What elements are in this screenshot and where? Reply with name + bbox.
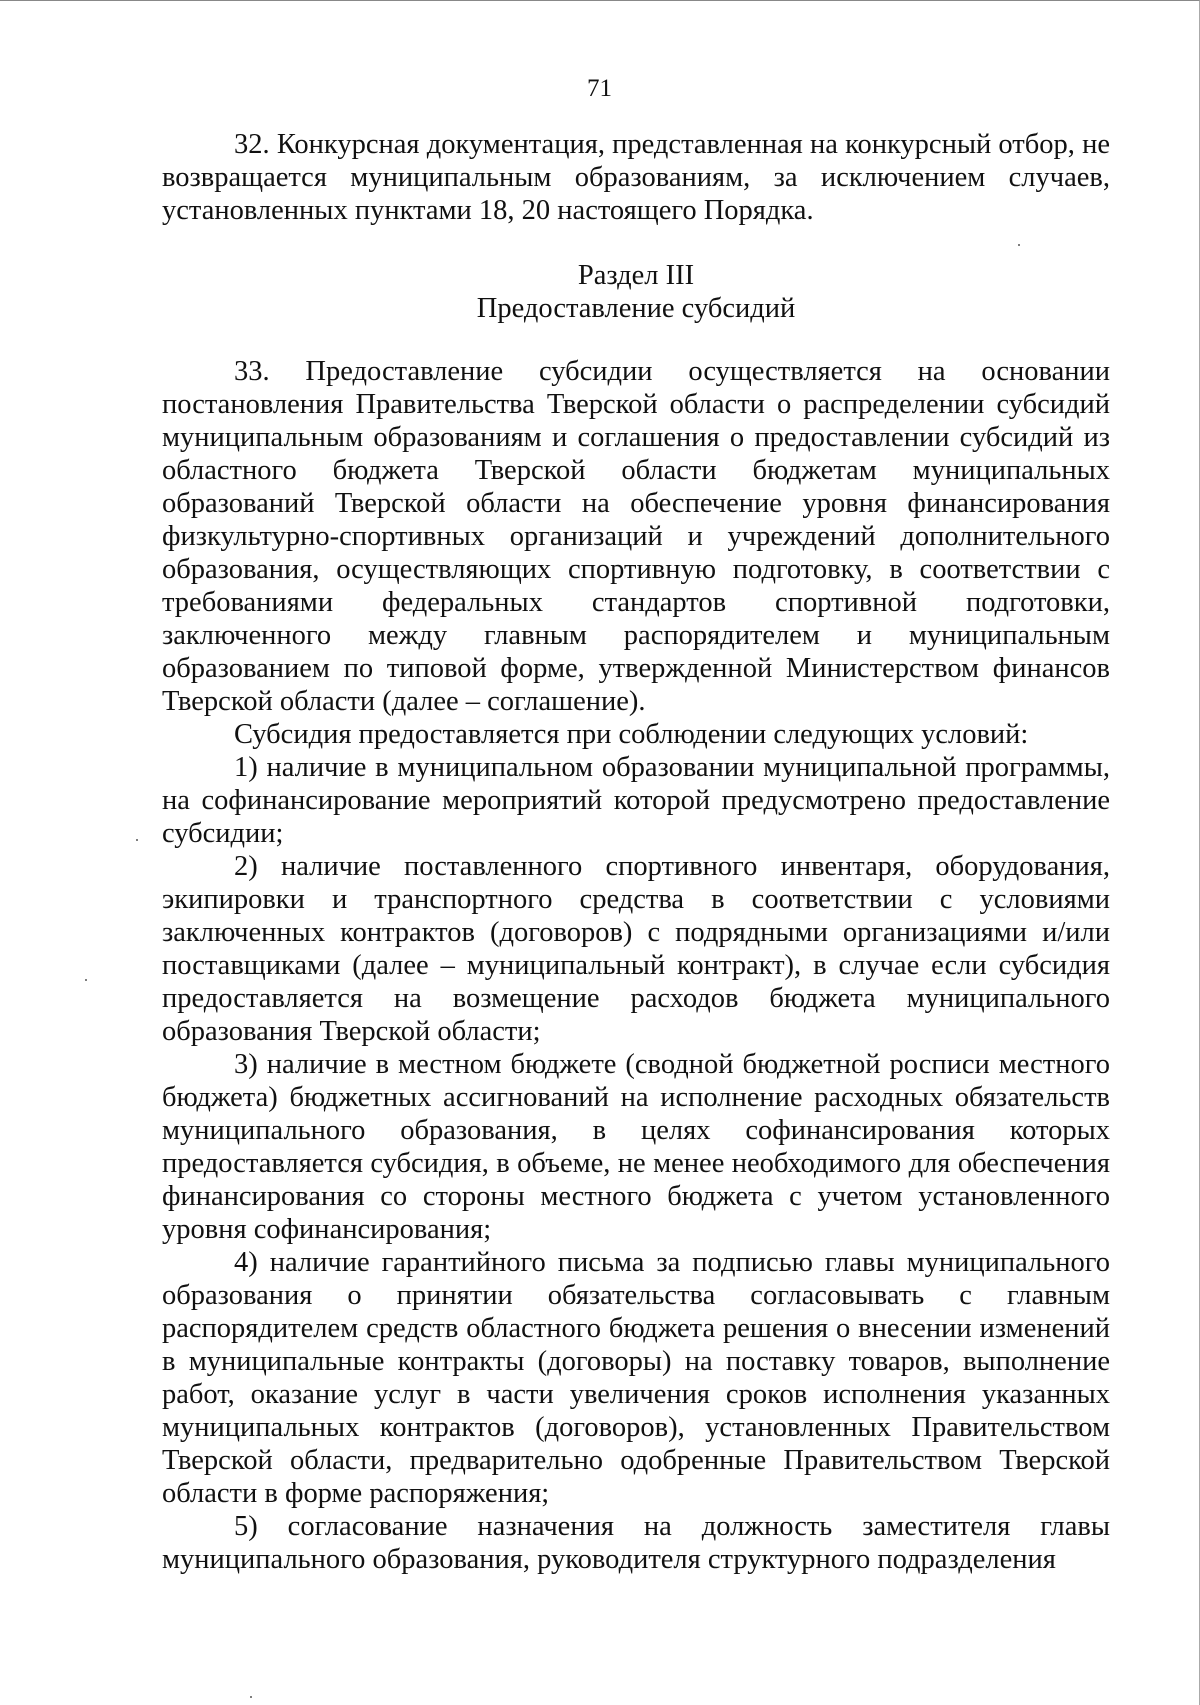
spacer [162, 227, 1110, 259]
condition-1: 1) наличие в муниципальном образовании муниципальной программы, на софинансирование мероприятий которой предусмотрено предоставление субсидии; [162, 752, 1110, 849]
condition-3: 3) наличие в местном бюджете (сводной бюджетной росписи местного бюджета) бюджетных ассигнований на исполнение расходных обязательств муниципального образования, в целях софинансирования которых предоставляется субсидия, в объеме, не менее необходимого для обеспечения финансирования со стороны местного бюджета с учетом установленного уровня софинансирования; [162, 1049, 1110, 1245]
spacer [162, 325, 1110, 355]
paragraph-32: 32. Конкурсная документация, представленная на конкурсный отбор, не возвращается муниципальным образованиям, за исключением случаев, установленных пунктами 18, 20 настоящего Порядка. [162, 129, 1110, 226]
page-number: 71 [587, 75, 612, 102]
document-body [162, 128, 1110, 1576]
scan-speck [250, 1696, 252, 1698]
section-title: Предоставление субсидий [476, 293, 796, 324]
scan-speck [1018, 244, 1020, 246]
condition-2: 2) наличие поставленного спортивного инвентаря, оборудования, экипировки и транспортного средства в соответствии с условиями заключенных контрактов (договоров) с подрядными организациями и/или поставщиками (далее – муниципальный контракт), в случае если субсидия предоставляется на возмещение расходов бюджета муниципального образования Тверской области; [162, 851, 1110, 1047]
scan-speck [85, 979, 87, 981]
conditions-intro: Субсидия предоставляется при соблюдении следующих условий: [234, 719, 1029, 750]
condition-5: 5) согласование назначения на должность заместителя главы муниципального образования, руководителя структурного подразделения [162, 1511, 1110, 1575]
condition-4: 4) наличие гарантийного письма за подписью главы муниципального образования о принятии обязательства согласовывать с главным распорядителем средств областного бюджета решения о внесении изменений в муниципальные контракты (договоры) на поставку товаров, выполнение работ, оказание услуг в части увеличения сроков исполнения указанных муниципальных контрактов (договоров), установленных Правительством Тверской области, предварительно одобренные Правительством Тверской области в форме распоряжения; [162, 1247, 1110, 1509]
scan-speck [136, 839, 138, 841]
paragraph-33: 33. Предоставление субсидии осуществляется на основании постановления Правительства Тверской области о распределении субсидий муниципальным образованиям и соглашения о предоставлении субсидий из областного бюджета Тверской области бюджетам муниципальных образований Тверской области на обеспечение уровня финансирования физкультурно-спортивных организаций и учреждений дополнительного образования, осуществляющих спортивную подготовку, в соответствии с требованиями федеральных стандартов спортивной подготовки, заключенного между главным распорядителем и муниципальным образованием по типовой форме, утвержденной Министерством финансов Тверской области (далее – соглашение). [162, 356, 1110, 717]
section-number: Раздел III [577, 260, 695, 291]
